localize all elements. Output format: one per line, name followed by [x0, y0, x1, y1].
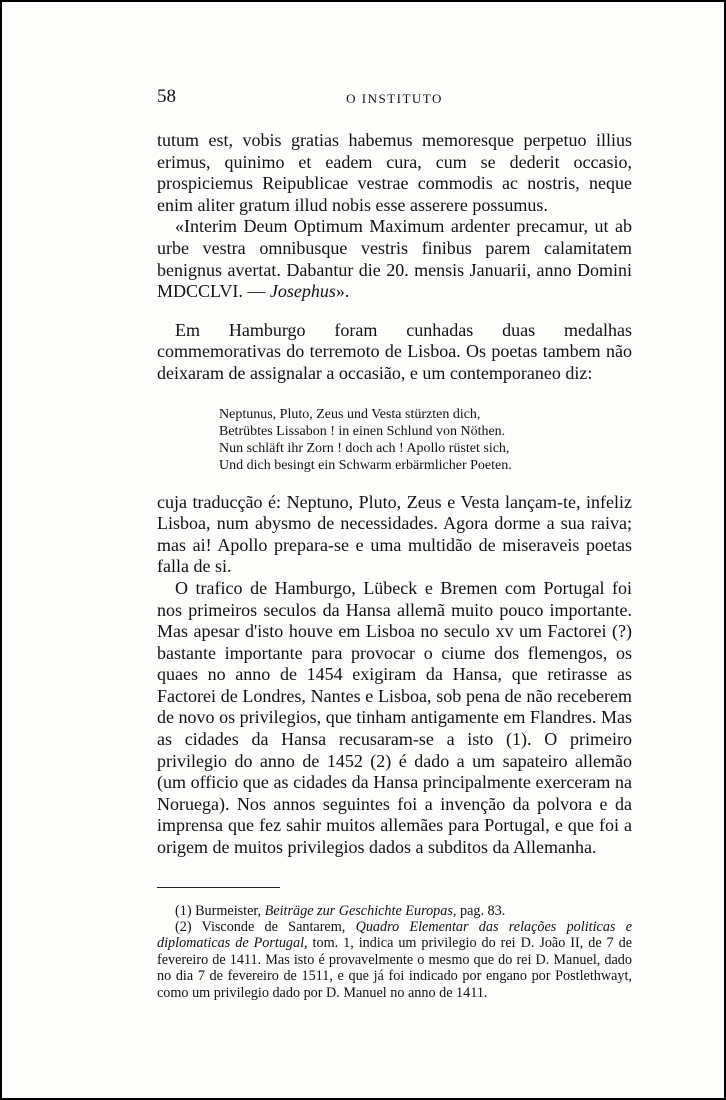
poem-quote: [219, 406, 632, 474]
paragraph-translation: cuja traducção é: Neptuno, Pluto, Zeus e Vesta lançam-te, infeliz Lisboa, num abysmo de necessidades. Agora dorme a sua raiva; mas ai! Apollo prepara-se e uma multidão de miseraveis poetas falla de si.: [157, 491, 632, 577]
page-body: [157, 130, 632, 1001]
latin-paragraph-2: [157, 216, 632, 302]
running-head: O INSTITUTO: [346, 91, 443, 106]
footnote-2-text: tom. 1, indica um privilegio do rei D. João II, de 7 de fevereiro de 1411. Mas isto é provavelmente o mesmo que do rei D. Manuel, dado no dia 7 de fevereiro de 1511, e que já foi indicado por engano por Postlethwayt, como um privilegio dado por D. Manuel no anno de 1411.: [157, 935, 632, 1001]
footnote-2: [157, 919, 632, 1001]
footnotes: [157, 903, 632, 1001]
poem-line: Nun schläft ihr Zorn ! doch ach ! Apollo rüstet sich,: [219, 440, 510, 456]
footnote-2-author: (2) Visconde de Santarem,: [175, 919, 346, 936]
footnote-1-page: pag. 83.: [459, 902, 506, 919]
poem-line: Und dich besingt ein Schwarm erbärmlicher Poeten.: [219, 457, 512, 473]
closing-quote: ».: [335, 281, 350, 302]
latin-paragraph-2-text: «Interim Deum Optimum Maximum ardenter precamur, ut ab urbe vestra omnibusque vestris finibus parem calamitatem benignus avertat. Dabantur die 20. mensis Januarii, anno Domini MDCCLVI. —: [157, 216, 632, 302]
page-number: 58: [157, 86, 176, 107]
footnote-divider: [157, 887, 280, 888]
latin-paragraph-1: tutum est, vobis gratias habemus memoresque perpetuo illius erimus, quinimo et eadem cura, cum se dederit occasio, prospiciemus Reipublicae vestrae commodis ac nostris, neque enim aliter gratum illud nobis esse asserere possumus.: [157, 130, 632, 215]
footnote-1: [157, 903, 632, 919]
footnote-1-title: Beiträge zur Geschichte Europas,: [264, 902, 457, 919]
paragraph-medals: Em Hamburgo foram cunhadas duas medalhas commemorativas do terremoto de Lisboa. Os poetas tambem não deixaram de assignalar a occasião, e um contemporaneo diz:: [157, 319, 632, 383]
signature: Josephus: [269, 281, 336, 302]
page-header: [157, 86, 632, 110]
footnote-1-author: (1) Burmeister,: [175, 902, 262, 919]
paragraph-hansa-trade: O trafico de Hamburgo, Lübeck e Bremen com Portugal foi nos primeiros seculos da Hansa allemã muito pouco importante. Mas apesar d'isto houve em Lisboa no seculo xv um Factorei (?) bastante importante para provocar o ciume dos flemengos, os quaes no anno de 1454 exigiram da Hansa, que retirasse as Factorei de Londres, Nantes e Lisboa, sob pena de não receberem de novo os privilegios, que tinham antigamente em Flandres. Mas as cidades da Hansa recusaram-se a isto (1). O primeiro privilegio do anno de 1452 (2) é dado a um sapateiro allemão (um officio que as cidades da Hansa principalmente exerceram na Noruega). Nos annos seguintes foi a invenção da polvora e da imprensa que fez sahir muitos allemães para Portugal, e que foi a origem de muitos privilegios dados a subditos da Allemanha.: [157, 577, 632, 858]
footnote-2-title: Quadro Elementar das relações politicas e diplomaticas de Portugal,: [157, 919, 632, 952]
poem-line: Neptunus, Pluto, Zeus und Vesta stürzten dich,: [219, 406, 481, 422]
poem-line: Betrübtes Lissabon ! in einen Schlund von Nöthen.: [219, 423, 506, 439]
